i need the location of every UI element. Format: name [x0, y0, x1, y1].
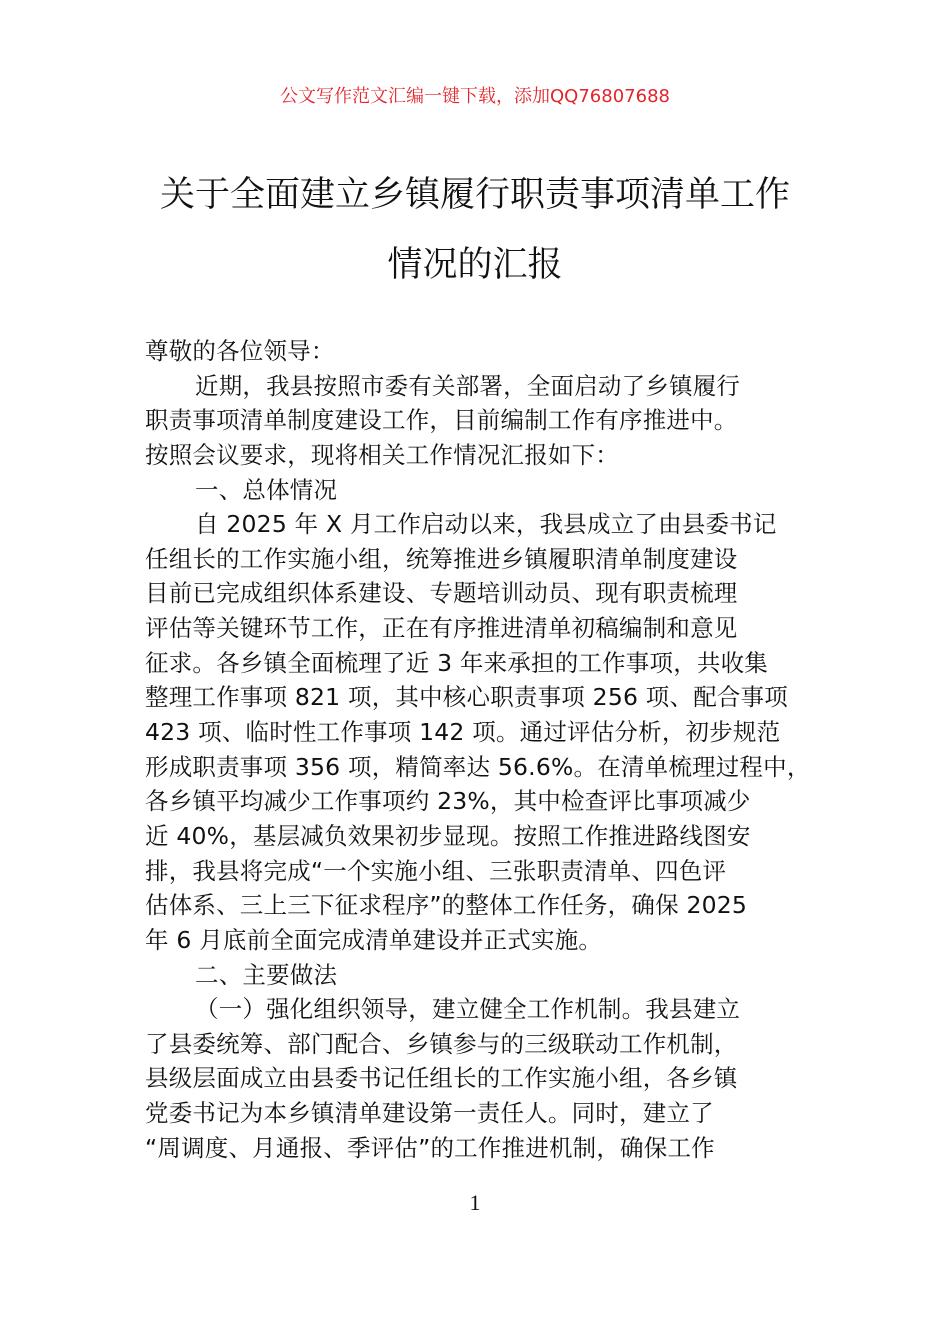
body-text-line: 年 6 月底前全面完成清单建设并正式实施。	[145, 925, 603, 954]
page-number: 1	[469, 1190, 481, 1215]
body-text-line: 形成职责事项 356 项，精简率达 56.6%。在清单梳理过程中，	[145, 752, 811, 781]
body-text-line: （一）强化组织领导，建立健全工作机制。我县建立	[195, 995, 741, 1024]
body-text-line: 自 2025 年 X 月工作启动以来，我县成立了由县委书记	[195, 510, 777, 539]
body-text-line: 党委书记为本乡镇清单建设第一责任人。同时，建立了	[145, 1099, 714, 1128]
body-text-line: 征求。各乡镇全面梳理了近 3 年来承担的工作事项，共收集	[145, 648, 768, 677]
document-title-line-2: 情况的汇报	[387, 245, 563, 285]
body-text-line: 一、总体情况	[195, 475, 338, 504]
body-text-line: 评估等关键环节工作，正在有序推进清单初稿编制和意见	[145, 614, 738, 643]
body-text-line: 二、主要做法	[195, 960, 338, 989]
body-text-line: 职责事项清单制度建设工作，目前编制工作有序推进中。	[145, 406, 738, 435]
body-text-line: 近期，我县按照市委有关部署，全面启动了乡镇履行	[195, 371, 741, 400]
body-text-line: 了县委统筹、部门配合、乡镇参与的三级联动工作机制，	[145, 1029, 738, 1058]
body-text-line: 尊敬的各位领导：	[145, 337, 335, 365]
body-text-line: 县级层面成立由县委书记任组长的工作实施小组，各乡镇	[145, 1064, 738, 1093]
document-title-line-1: 关于全面建立乡镇履行职责事项清单工作	[159, 175, 790, 215]
watermark-download-notice: 公文写作范文汇编一键下载，添加QQ76807688	[280, 86, 670, 107]
body-text-line: 整理工作事项 821 项，其中核心职责事项 256 项、配合事项	[145, 683, 788, 712]
body-text-line: “周调度、月通报、季评估”的工作推进机制，确保工作	[145, 1133, 715, 1162]
document-body	[145, 334, 825, 1165]
body-text-line: 任组长的工作实施小组，统筹推进乡镇履职清单制度建设	[145, 544, 738, 573]
body-text-line: 近 40%，基层减负效果初步显现。按照工作推进路线图安	[145, 821, 751, 850]
body-text-line: 423 项、临时性工作事项 142 项。通过评估分析，初步规范	[145, 718, 781, 747]
body-text-line: 估体系、三上三下征求程序”的整体工作任务，确保 2025	[145, 891, 748, 920]
body-text-line: 各乡镇平均减少工作事项约 23%，其中检查评比事项减少	[145, 787, 751, 816]
body-text-line: 排，我县将完成“一个实施小组、三张职责清单、四色评	[145, 856, 727, 885]
body-text-line: 按照会议要求，现将相关工作情况汇报如下：	[145, 440, 619, 469]
body-text-line: 目前已完成组织体系建设、专题培训动员、现有职责梳理	[145, 579, 738, 608]
